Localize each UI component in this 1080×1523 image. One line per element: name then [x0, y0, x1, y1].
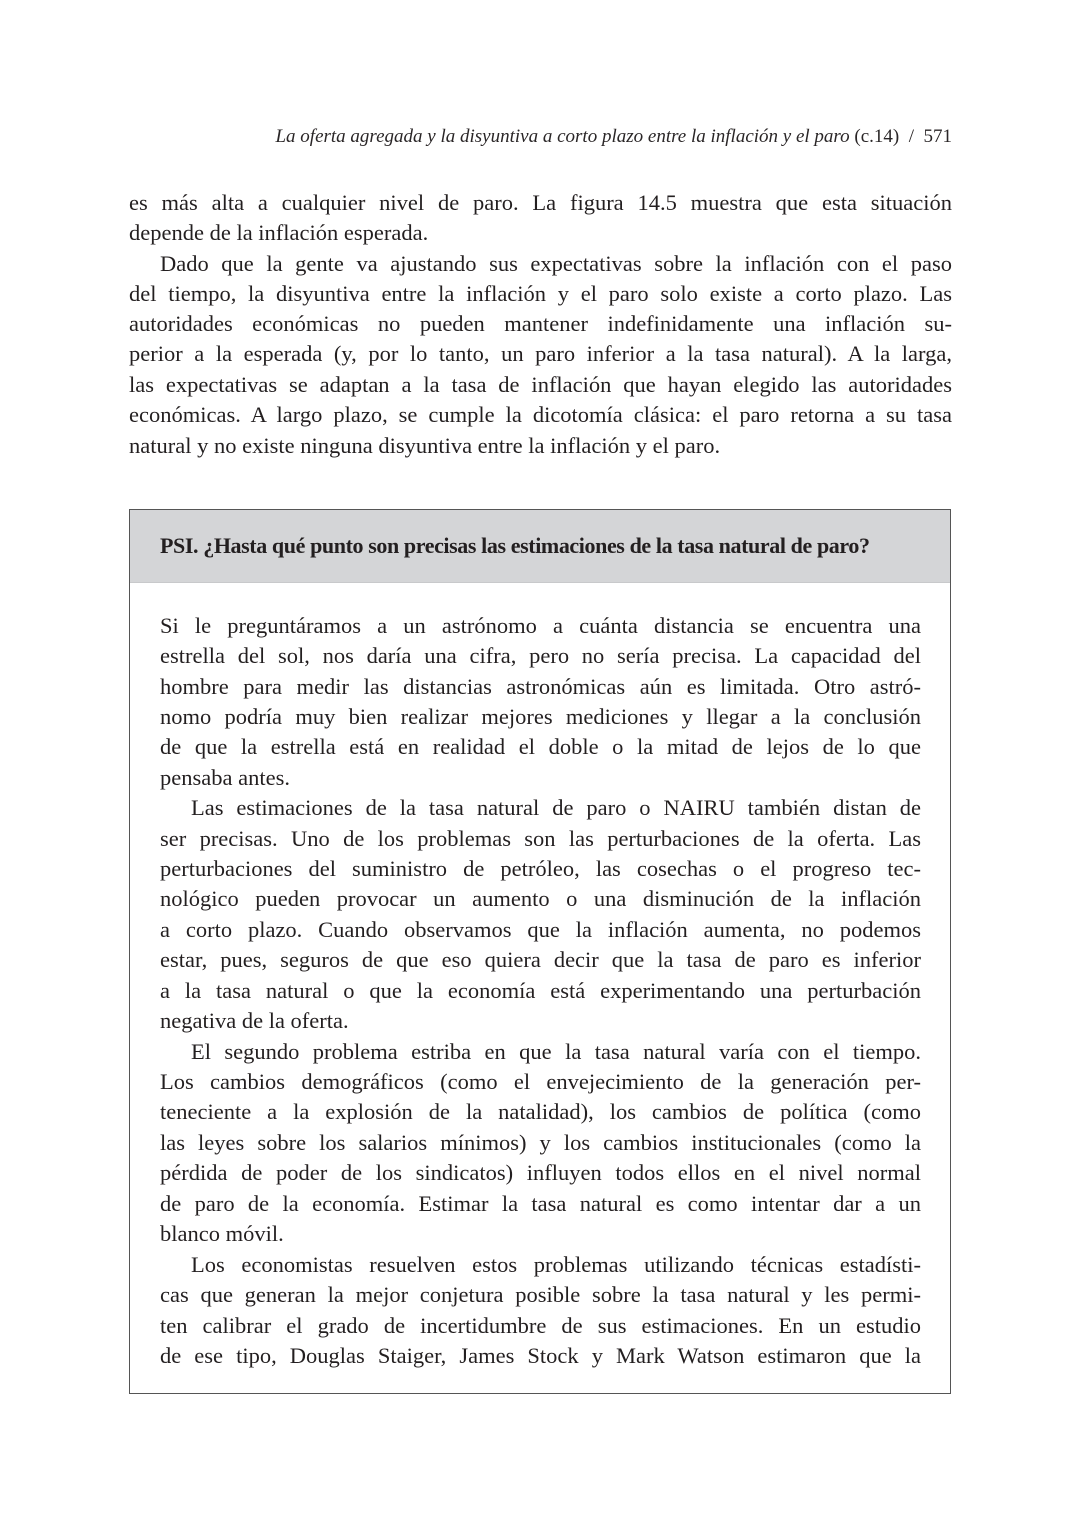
text-line: Si le preguntáramos a un astrónomo a cuánta distancia se encuentra una — [160, 613, 921, 638]
text-line: cas que generan la mejor conjetura posible sobre la tasa natural y les permi- — [160, 1282, 921, 1307]
text-line: natural y no existe ninguna disyuntiva entre la inflación y el paro. — [129, 433, 721, 458]
text-line: pérdida de poder de los sindicatos) influyen todos ellos en el nivel normal — [160, 1160, 921, 1185]
text-line: nológico pueden provocar un aumento o una disminución de la inflación — [160, 886, 921, 911]
text-line: perior a la esperada (y, por lo tanto, un paro inferior a la tasa natural). A la larga, — [129, 341, 952, 366]
page-number: 571 — [923, 126, 952, 147]
text-line: Las estimaciones de la tasa natural de paro o NAIRU también distan de — [191, 795, 921, 820]
text-line: autoridades económicas no pueden mantener indefinidamente una inflación su- — [129, 311, 952, 336]
text-line: Dado que la gente va ajustando sus expectativas sobre la inflación con el paso — [160, 251, 952, 276]
psi-box-title: PSI. ¿Hasta qué punto son precisas las estimaciones de la tasa natural de paro? — [160, 533, 870, 558]
running-head-title: La oferta agregada y la disyuntiva a corto plazo entre la inflación y el paro — [275, 126, 850, 147]
separator: / — [908, 126, 914, 147]
text-line: hombre para medir las distancias astronómicas aún es limitada. Otro astró- — [160, 674, 921, 699]
text-line: ten calibrar el grado de incertidumbre de sus estimaciones. En un estudio — [160, 1313, 921, 1338]
text-line: pensaba antes. — [160, 765, 290, 790]
text-line: económicas. A largo plazo, se cumple la dicotomía clásica: el paro retorna a su tasa — [129, 402, 952, 427]
running-head — [129, 124, 952, 150]
text-line: Los economistas resuelven estos problemas utilizando técnicas estadísti- — [191, 1252, 921, 1277]
text-line: de ese tipo, Douglas Staiger, James Stock y Mark Watson estimaron que la — [160, 1343, 921, 1368]
text-line: las leyes sobre los salarios mínimos) y los cambios institucionales (como la — [160, 1130, 921, 1155]
text-line: El segundo problema estriba en que la tasa natural varía con el tiempo. — [191, 1039, 921, 1064]
text-line: a corto plazo. Cuando observamos que la inflación aumenta, no podemos — [160, 917, 921, 942]
text-line: estrella del sol, nos daría una cifra, pero no sería precisa. La capacidad del — [160, 643, 921, 668]
text-line: blanco móvil. — [160, 1221, 284, 1246]
text-line: Los cambios demográficos (como el envejecimiento de la generación per- — [160, 1069, 921, 1094]
text-line: a la tasa natural o que la economía está experimentando una perturbación — [160, 978, 921, 1003]
text-line: negativa de la oferta. — [160, 1008, 349, 1033]
text-line: nomo podría muy bien realizar mejores mediciones y llegar a la conclusión — [160, 704, 921, 729]
text-line: de paro de la economía. Estimar la tasa natural es como intentar dar a un — [160, 1191, 921, 1216]
psi-box-header — [130, 510, 950, 583]
text-line: ser precisas. Uno de los problemas son las perturbaciones de la oferta. Las — [160, 826, 921, 851]
chapter-label: (c.14) — [854, 126, 900, 147]
text-line: teneciente a la explosión de la natalidad), los cambios de política (como — [160, 1099, 921, 1124]
text-line: depende de la inflación esperada. — [129, 220, 429, 245]
text-line: perturbaciones del suministro de petróleo, las cosechas o el progreso tec- — [160, 856, 921, 881]
text-line: es más alta a cualquier nivel de paro. La figura 14.5 muestra que esta situación — [129, 190, 952, 215]
text-line: de que la estrella está en realidad el doble o la mitad de lejos de lo que — [160, 734, 921, 759]
text-line: las expectativas se adaptan a la tasa de inflación que hayan elegido las autoridades — [129, 372, 952, 397]
text-line: estar, pues, seguros de que eso quiera decir que la tasa de paro es inferior — [160, 947, 921, 972]
text-line: del tiempo, la disyuntiva entre la inflación y el paro solo existe a corto plazo. Las — [129, 281, 952, 306]
